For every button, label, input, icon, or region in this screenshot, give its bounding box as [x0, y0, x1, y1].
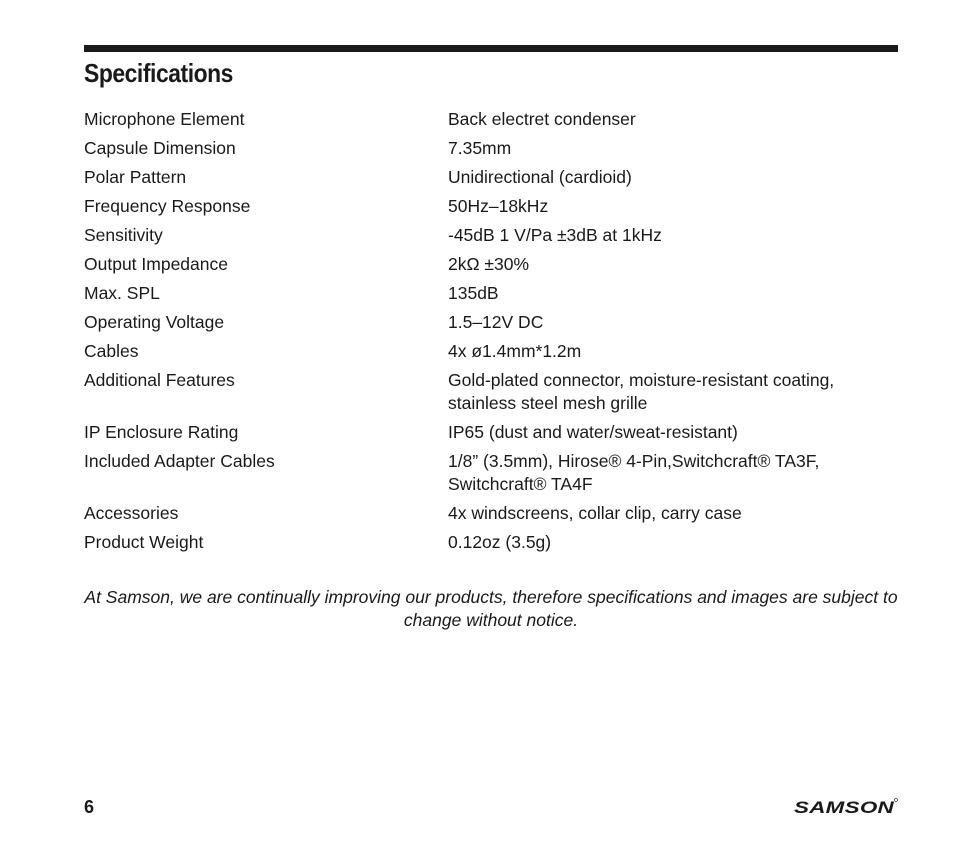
top-rule — [84, 45, 898, 52]
spec-label: Capsule Dimension — [84, 138, 236, 158]
page-number: 6 — [84, 797, 95, 817]
registered-mark-icon — [895, 799, 898, 802]
spec-label: Sensitivity — [84, 225, 163, 245]
spec-row — [84, 340, 884, 369]
spec-label: Operating Voltage — [84, 312, 225, 332]
spec-value: 1.5–12V DC — [448, 312, 544, 332]
spec-row — [84, 166, 884, 195]
spec-label: Included Adapter Cables — [84, 451, 275, 471]
spec-value: Unidirectional (cardioid) — [448, 167, 632, 187]
spec-value: 2kΩ ±30% — [448, 254, 530, 274]
spec-label: IP Enclosure Rating — [84, 422, 239, 442]
spec-row — [84, 531, 884, 560]
spec-value: Back electret condenser — [448, 109, 636, 129]
spec-value: -45dB 1 V/Pa ±3dB at 1kHz — [448, 225, 662, 245]
spec-value: 50Hz–18kHz — [448, 196, 549, 216]
spec-value: 4x windscreens, collar clip, carry case — [448, 503, 742, 523]
spec-value: IP65 (dust and water/sweat-resistant) — [448, 422, 738, 442]
spec-label: Additional Features — [84, 370, 235, 390]
spec-value: 135dB — [448, 283, 499, 303]
spec-row — [84, 224, 884, 253]
spec-label: Max. SPL — [84, 283, 160, 303]
spec-label: Product Weight — [84, 532, 204, 552]
spec-value: 7.35mm — [448, 138, 512, 158]
spec-label: Accessories — [84, 503, 179, 523]
samson-logo-text: SAMSON — [794, 798, 895, 817]
spec-label: Output Impedance — [84, 254, 228, 274]
spec-row — [84, 253, 884, 282]
spec-value: 4x ø1.4mm*1.2m — [448, 341, 582, 361]
spec-row — [84, 108, 884, 137]
spec-value: 1/8” (3.5mm), Hirose® 4-Pin,Switchcraft® TA3F, Switchcraft® TA4F — [448, 451, 820, 494]
spec-value: Gold-plated connector, moisture-resistant coating, stainless steel mesh grille — [448, 370, 835, 413]
spec-label: Microphone Element — [84, 109, 245, 129]
spec-row — [84, 282, 884, 311]
spec-row — [84, 311, 884, 340]
disclaimer: At Samson, we are continually improving our products, therefore specifications and images are subject to change without notice. — [84, 587, 898, 630]
page-title: Specifications — [84, 58, 233, 88]
samson-logo — [794, 796, 898, 818]
spec-label: Frequency Response — [84, 196, 251, 216]
spec-row — [84, 369, 884, 421]
spec-list — [84, 108, 884, 560]
spec-value: 0.12oz (3.5g) — [448, 532, 552, 552]
spec-label: Cables — [84, 341, 139, 361]
spec-row — [84, 502, 884, 531]
spec-row — [84, 450, 884, 502]
spec-row — [84, 137, 884, 166]
spec-label: Polar Pattern — [84, 167, 187, 187]
spec-row — [84, 195, 884, 224]
spec-row — [84, 421, 884, 450]
